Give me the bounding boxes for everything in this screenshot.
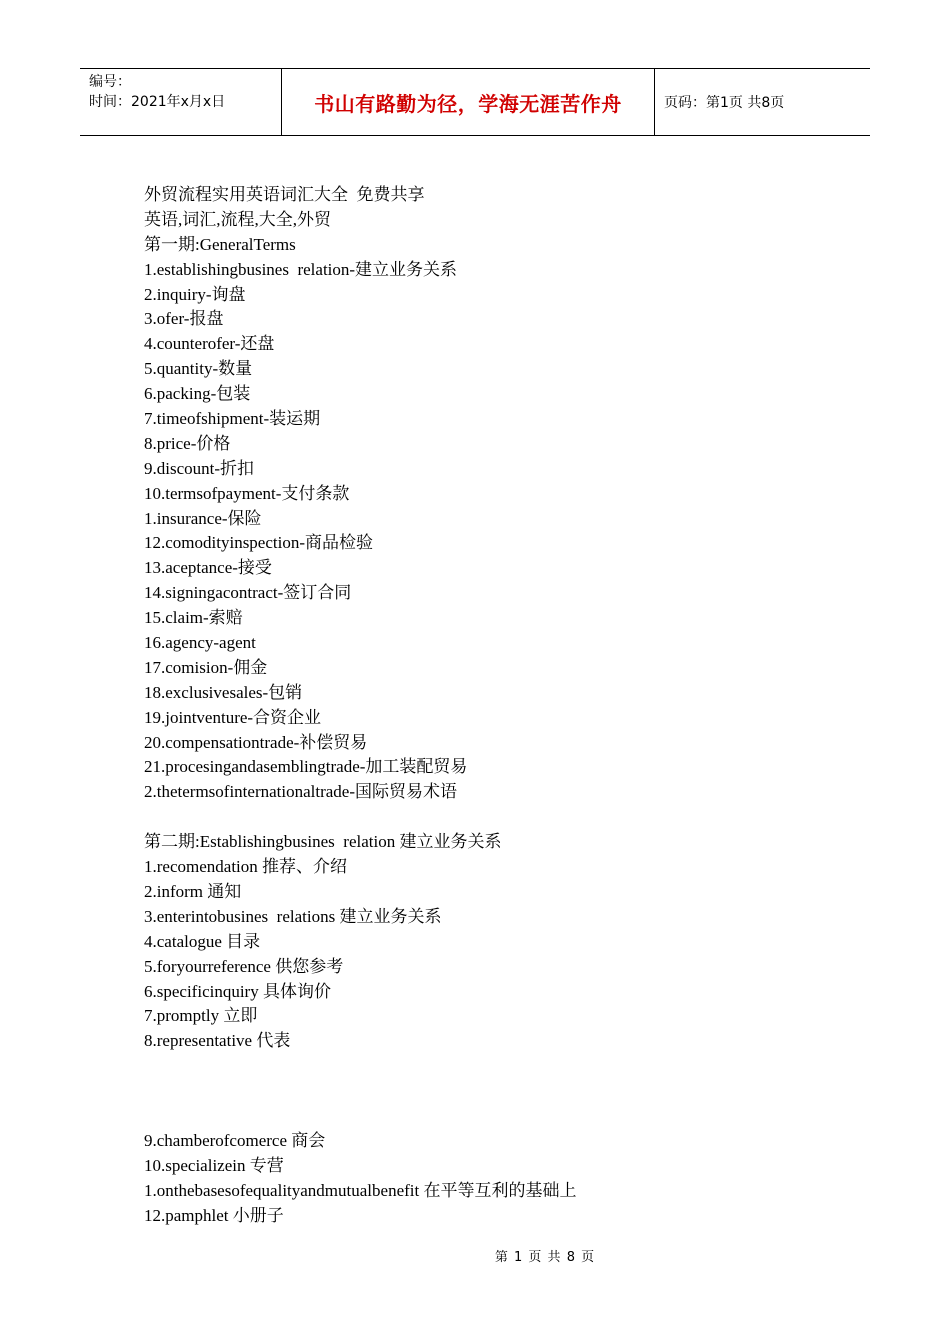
vocab-item: 10.specializein 专营 [144,1155,284,1175]
vocab-item: 3.enterintobusines relations 建立业务关系 [144,906,442,926]
vocab-item: 1.onthebasesofequalityandmutualbenefit 在平等互利的基础上 [144,1180,577,1200]
vocab-item: 8.price-价格 [144,433,231,453]
document-keywords: 英语,词汇,流程,大全,外贸 [144,209,331,229]
vocab-item: 1.establishingbusines relation-建立业务关系 [144,259,458,279]
vocab-item: 13.aceptance-接受 [144,558,272,578]
vocab-item: 7.promptly 立即 [144,1006,258,1026]
vocab-item: 9.discount-折扣 [144,458,255,478]
vocab-item: 2.thetermsofinternationaltrade-国际贸易术语 [144,782,457,802]
page-footer: 第 1 页 共 8 页 [494,1250,596,1265]
vocab-item: 12.comodityinspection-商品检验 [144,533,374,553]
vocab-item: 18.exclusivesales-包销 [144,682,303,702]
vocab-item: 1.recomendation 推荐、介绍 [144,857,348,877]
vocab-item: 8.representative 代表 [144,1031,291,1051]
vocab-item: 9.chamberofcomerce 商会 [144,1130,326,1150]
page-header [80,68,870,136]
header-page-info: 页码：第1页 共8页 [664,95,785,111]
header-motto: 书山有路勤为径，学海无涯苦作舟 [282,69,655,135]
number-label: 编号： [89,74,131,90]
document-title: 外贸流程实用英语词汇大全 免费共享 [144,185,425,204]
vocab-item: 4.catalogue 目录 [144,931,261,951]
section-spacer [144,805,844,830]
vocab-item: 19.jointventure-合资企业 [144,707,322,727]
document-body [144,183,844,1228]
section2-list-a [144,855,844,1054]
time-label: 时间：2021年x月x日 [89,94,226,110]
vocab-item: 2.inquiry-询盘 [144,284,246,304]
vocab-item: 10.termsofpayment-支付条款 [144,483,350,503]
vocab-item: 1.insurance-保险 [144,508,262,528]
vocab-item: 7.timeofshipment-装运期 [144,409,321,429]
vocab-item: 20.compensationtrade-补偿贸易 [144,732,368,752]
vocab-item: 5.foryourreference 供您参考 [144,956,344,976]
vocab-item: 6.packing-包装 [144,384,251,404]
vocab-item: 4.counterofer-还盘 [144,334,275,354]
vocab-item: 3.ofer-报盘 [144,309,224,329]
vocab-item: 14.signingacontract-签订合同 [144,583,352,603]
vocab-item: 5.quantity-数量 [144,359,253,379]
vocab-item: 15.claim-索赔 [144,608,243,628]
vocab-item: 17.comision-佣金 [144,657,268,677]
vocab-item: 16.agency-agent [144,633,256,653]
page-gap-spacer [144,1054,844,1129]
vocab-item: 12.pamphlet 小册子 [144,1205,284,1225]
header-meta [80,69,282,135]
section1-heading: 第一期:GeneralTerms [144,234,296,254]
section2-heading: 第二期:Establishingbusines relation 建立业务关系 [144,832,502,852]
vocab-item: 2.inform 通知 [144,881,242,901]
vocab-item: 6.specificinquiry 具体询价 [144,981,331,1001]
section2-list-b [144,1129,844,1229]
vocab-item: 21.procesingandasemblingtrade-加工装配贸易 [144,757,468,777]
section1-list [144,258,844,806]
